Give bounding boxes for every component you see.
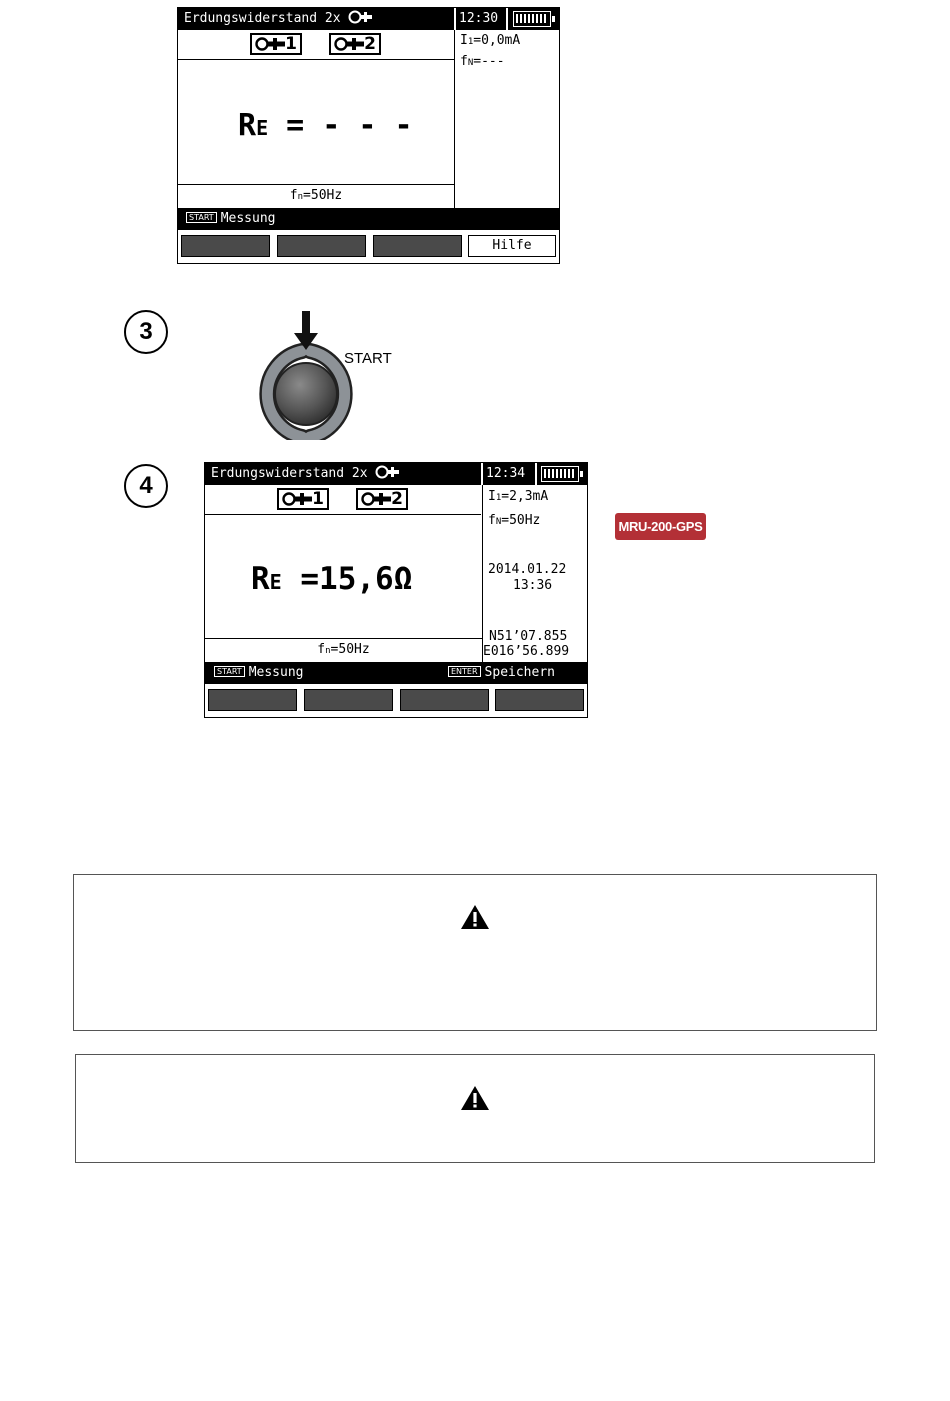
clamp-icon — [334, 37, 368, 51]
clamp-2-number: 2 — [391, 489, 403, 509]
measure-label: R — [251, 561, 270, 597]
screen-title: Erdungswiderstand 2x — [184, 11, 341, 26]
help-button[interactable]: Hilfe — [468, 235, 556, 257]
clamp-2-indicator — [356, 488, 408, 510]
function-key-2[interactable] — [304, 689, 393, 711]
meter-screen-1 — [177, 7, 560, 264]
clock: 12:34 — [483, 463, 535, 485]
frequency-reading: fN=50Hz — [488, 513, 541, 528]
clamp-row — [205, 485, 481, 515]
resistance-reading — [238, 108, 413, 143]
function-key-2[interactable] — [277, 235, 366, 257]
clamp-2-number: 2 — [364, 34, 376, 54]
function-key-4[interactable] — [495, 689, 584, 711]
measure-subscript: E — [269, 570, 282, 594]
function-keys — [205, 684, 587, 714]
clock: 12:30 — [456, 8, 508, 30]
model-badge: MRU-200-GPS — [615, 513, 706, 540]
clamp-1-indicator — [277, 488, 329, 510]
function-key-1[interactable] — [208, 689, 297, 711]
battery-icon — [541, 466, 579, 482]
enter-key-tag: ENTER — [448, 666, 481, 677]
clamp-icon — [361, 492, 395, 506]
title-bar — [205, 463, 481, 485]
info-panel — [454, 30, 559, 208]
start-label: Messung — [248, 665, 304, 680]
measurement-date: 2014.01.22 — [488, 562, 567, 577]
start-label: Messung — [220, 211, 276, 226]
measure-value: =15,6Ω — [300, 561, 413, 597]
warning-box-1 — [73, 874, 877, 1031]
gps-latitude: N51’07.855 — [489, 629, 568, 644]
clamp-icon — [375, 465, 401, 479]
measurement-time: 13:36 — [513, 578, 553, 593]
function-key-3[interactable] — [373, 235, 462, 257]
clamp-icon — [282, 492, 316, 506]
clamp-row — [178, 30, 454, 60]
clamp-icon — [348, 10, 374, 24]
save-label: Speichern — [484, 665, 555, 680]
measure-value: = - - - — [286, 108, 413, 143]
nominal-frequency: fn=50Hz — [205, 638, 482, 662]
start-button-label: START — [344, 350, 392, 367]
frequency-reading: fN=--- — [460, 54, 505, 69]
resistance-reading — [251, 561, 412, 597]
warning-icon — [460, 904, 490, 930]
function-keys — [178, 230, 559, 260]
status-bar — [178, 208, 559, 230]
clamp-icon — [255, 37, 289, 51]
start-key-tag: START — [186, 212, 217, 223]
measure-label: R — [238, 108, 257, 143]
battery-area — [537, 463, 587, 485]
info-panel — [482, 485, 587, 662]
title-bar — [178, 8, 455, 30]
warning-box-2 — [75, 1054, 875, 1163]
nominal-frequency: fn=50Hz — [178, 184, 454, 208]
gps-longitude: E016’56.899 — [483, 644, 570, 659]
battery-icon — [513, 11, 551, 27]
clamp-1-number: 1 — [285, 34, 297, 54]
screen-title: Erdungswiderstand 2x — [211, 466, 368, 481]
measure-subscript: E — [256, 116, 269, 140]
meter-screen-2 — [204, 462, 588, 718]
function-key-3[interactable] — [400, 689, 489, 711]
step-4-number: 4 — [124, 464, 168, 508]
current-reading: I1=0,0mA — [460, 33, 521, 48]
start-button[interactable] — [250, 305, 360, 440]
current-reading: I1=2,3mA — [488, 489, 549, 504]
function-key-1[interactable] — [181, 235, 270, 257]
step-3-number: 3 — [124, 310, 168, 354]
status-bar — [205, 662, 587, 684]
clamp-1-indicator — [250, 33, 302, 55]
clamp-2-indicator — [329, 33, 381, 55]
clamp-1-number: 1 — [312, 489, 324, 509]
start-key-tag: START — [214, 666, 245, 677]
battery-area — [508, 8, 559, 30]
warning-icon — [460, 1085, 490, 1111]
